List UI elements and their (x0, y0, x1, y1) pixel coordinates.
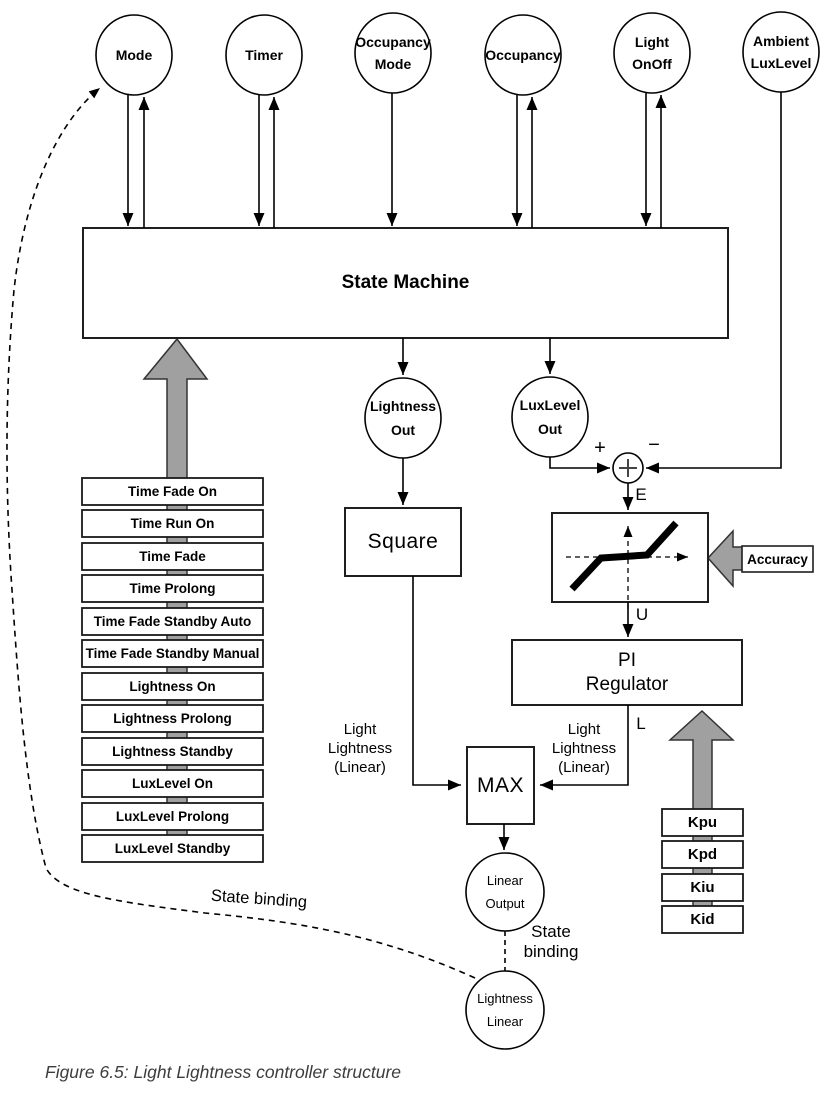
signal-l-text: L (636, 714, 646, 733)
k-row-kiu (662, 874, 743, 901)
light-onoff-line2: OnOff (632, 56, 672, 72)
figure-caption-text: Figure 6.5: Light Lightness controller structure (45, 1062, 402, 1082)
plus-text: + (594, 436, 606, 459)
linear-output-line1: Linear (486, 873, 524, 888)
accuracy-text: Accuracy (747, 551, 808, 567)
light-onoff-circle-label (614, 23, 690, 83)
state-row-time-fade-standby-manual (82, 640, 263, 667)
state-row-time-fade (82, 543, 263, 570)
accuracy-gray-arrow (708, 531, 743, 586)
signal-u-label (634, 606, 650, 624)
ambient-line2: LuxLevel (750, 55, 812, 71)
minus-sign (645, 435, 663, 455)
linear-output-line2: Output (485, 896, 525, 911)
state-binding-curve-text: State binding (210, 886, 308, 911)
mode-circle-label (96, 25, 172, 85)
state-text: LuxLevel Prolong (115, 809, 230, 824)
timer-circle-label (226, 25, 302, 85)
max-label (467, 747, 534, 824)
k-text: Kid (690, 911, 715, 928)
accuracy-label (742, 546, 813, 572)
signal-u-text: U (635, 605, 649, 624)
luxlevel-out-line1: LuxLevel (519, 397, 581, 413)
square-label (345, 508, 461, 576)
state-text: Lightness On (129, 679, 216, 694)
k-row-kpu (662, 809, 743, 836)
k-text: Kiu (690, 879, 715, 896)
occupancy-label-text: Occupancy (485, 47, 561, 63)
k-row-kid (662, 906, 743, 933)
state-row-luxlevel-on (82, 770, 263, 797)
light-onoff-line1: Light (634, 34, 670, 50)
ll-left-line3: (Linear) (334, 758, 386, 776)
state-text: LuxLevel On (131, 776, 214, 791)
state-row-time-run-on (82, 510, 263, 537)
ambient-luxlevel-circle-label (743, 22, 819, 82)
state-row-time-prolong (82, 575, 263, 602)
state-text: Time Fade Standby Manual (85, 646, 260, 661)
signal-e-label (633, 486, 649, 504)
lightness-linear-line2: Linear (486, 1014, 524, 1029)
top-connectors (128, 93, 661, 228)
state-binding-vertical-label (515, 921, 587, 963)
state-text: Time Fade On (127, 484, 218, 499)
lightness-out-line1: Lightness (369, 398, 437, 414)
luxlevel-out-line2: Out (537, 421, 563, 437)
ll-left-line1: Light (343, 720, 377, 738)
state-binding-line2: binding (523, 942, 579, 961)
pi-regulator-label (512, 640, 742, 705)
occupancy-mode-line1: Occupancy (355, 34, 431, 50)
state-text: LuxLevel Standby (114, 841, 231, 856)
state-row-time-fade-on (82, 478, 263, 505)
occupancy-mode-line2: Mode (374, 56, 412, 72)
state-text: Lightness Prolong (113, 711, 232, 726)
state-machine-label (83, 228, 728, 338)
summing-junction (613, 453, 643, 483)
state-text: Time Fade Standby Auto (93, 614, 252, 629)
state-text: Lightness Standby (112, 744, 233, 759)
ll-left-line2: Lightness (327, 739, 393, 757)
ll-right-line1: Light (567, 720, 601, 738)
figure-caption (45, 1062, 401, 1083)
state-binding-line1: State (531, 922, 571, 941)
state-row-time-fade-standby-auto (82, 608, 263, 635)
mode-label-text: Mode (115, 47, 153, 63)
max-text: MAX (476, 773, 524, 797)
square-text: Square (367, 530, 439, 553)
state-row-lightness-standby (82, 738, 263, 765)
light-lightness-left-label (312, 718, 408, 778)
state-text: Time Fade (139, 549, 206, 564)
ambient-line1: Ambient (753, 33, 809, 49)
state-row-lightness-on (82, 673, 263, 700)
pi-line1: PI (618, 649, 636, 671)
signal-e-text: E (635, 485, 647, 504)
state-text: Time Run On (130, 516, 215, 531)
occupancy-circle-label (485, 25, 561, 85)
k-row-kpd (662, 841, 743, 868)
lightness-out-line2: Out (390, 422, 416, 438)
linear-output-label (466, 862, 544, 922)
k-text: Kpd (687, 846, 718, 863)
light-lightness-right-label (536, 718, 632, 778)
ll-right-line2: Lightness (551, 739, 617, 757)
state-row-lightness-prolong (82, 705, 263, 732)
signal-l-label (633, 715, 649, 733)
ll-right-line3: (Linear) (558, 758, 610, 776)
state-text: Time Prolong (129, 581, 216, 596)
state-machine-text: State Machine (341, 272, 470, 293)
minus-text: − (648, 433, 660, 456)
lightness-out-label (365, 388, 441, 448)
lightness-linear-line1: Lightness (477, 991, 533, 1006)
state-row-luxlevel-standby (82, 835, 263, 862)
occupancy-mode-circle-label (355, 23, 431, 83)
timer-label-text: Timer (245, 47, 283, 63)
pi-line2: Regulator (585, 673, 669, 695)
luxlevel-out-label (512, 387, 588, 447)
plus-sign (591, 438, 609, 458)
lightness-linear-label (466, 980, 544, 1040)
k-text: Kpu (687, 814, 718, 831)
state-row-luxlevel-prolong (82, 803, 263, 830)
